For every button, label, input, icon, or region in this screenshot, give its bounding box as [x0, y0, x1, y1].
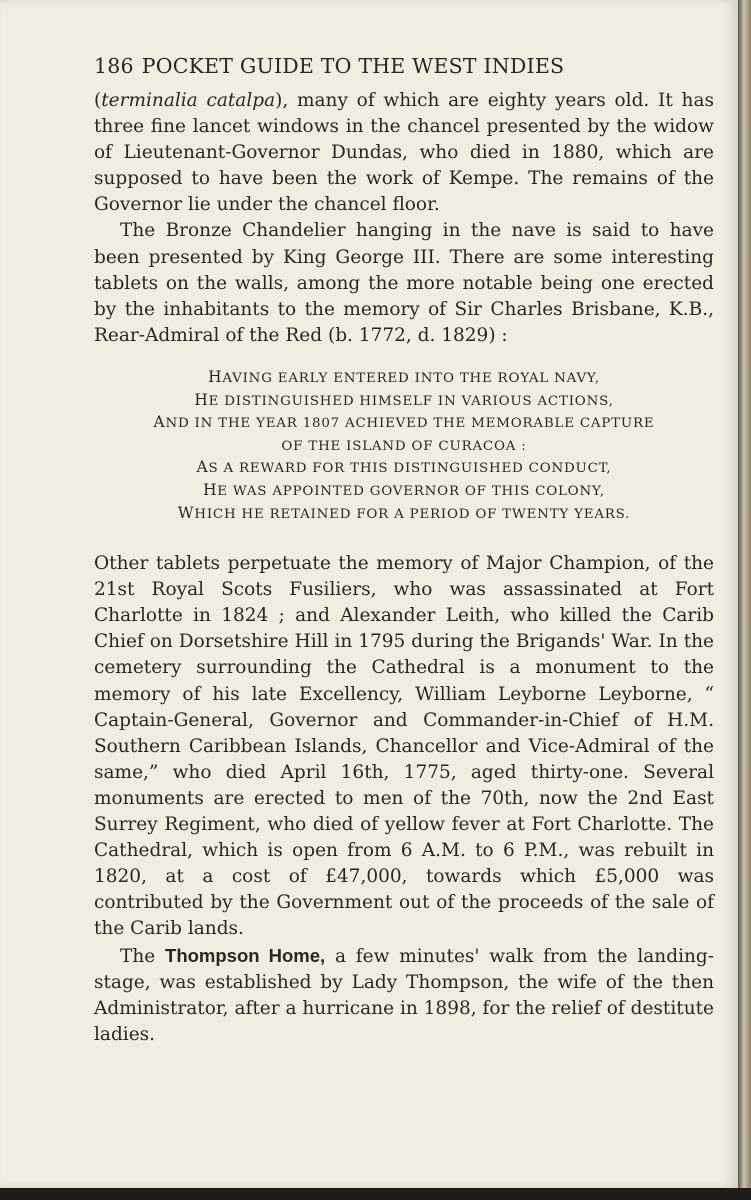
book-spine-edge [738, 0, 751, 1200]
page-text [94, 52, 714, 1048]
species-name: terminalia catalpa [101, 90, 276, 111]
page-number: 186 [94, 54, 134, 78]
paragraph-other-tablets: Other tablets perpetuate the memory of Major Champion, of the 21st Royal Scots Fusiliers, who was assassinated at Fort Charlotte in 1824 ; and Alexander Leith, who killed the Carib Chief on Dorsetshire Hill in 1795 during the Brigands' War. In the cemetery surrounding the Cathedral is a monument to the memory of his late Excellency, William Leyborne Leyborne, “ Captain-General, Governor and Commander-in-Chief of H.M. Southern Caribbean Islands, Chancellor and Vice-Admiral of the same,” who died April 16th, 1775, aged thirty-one. Several monuments are erected to men of the 70th, now the 2nd East Surrey Regiment, who died of yellow fever at Fort Charlotte. The Cathedral, which is open from 6 A.M. to 6 P.M., was rebuilt in 1820, at a cost of £47,000, towards which £5,000 was contributed by the Government out of the proceeds of the sale of the Carib lands. [94, 553, 714, 940]
inscription-line: HAVING EARLY ENTERED INTO THE ROYAL NAVY, [208, 367, 600, 386]
inscription-line: HE DISTINGUISHED HIMSELF IN VARIOUS ACTIONS, [194, 390, 614, 409]
paragraph-terminalia-text: , many of which are eighty years old. It has three fine lancet windows in the chancel presented by the widow of Lieutenant-Governor Dundas, who died in 1880, which are supposed to have been the work of Kempe. The remains of the Governor lie under the chancel floor. [94, 90, 714, 216]
inscription-line: OF THE ISLAND OF CURACOA : [281, 438, 527, 454]
paragraph-terminalia: (terminalia catalpa), many of which are eighty years old. It has three fine lancet windows in the chancel presented by the widow of Lieutenant-Governor Dundas, who died in 1880, which are supposed to have been the work of Kempe. The remains of the Governor lie under the chancel floor. [94, 90, 714, 216]
inscription-line: WHICH HE RETAINED FOR A PERIOD OF TWENTY YEARS. [177, 503, 631, 522]
running-header [94, 52, 714, 80]
paragraph-thompson-home: The Thompson Home, a few minutes' walk from the landing-stage, was established by Lady Thompson, the wife of the then Administrator, after a hurricane in 1898, for the relief of destitute ladies. [94, 944, 714, 1045]
inscription-line: AS A REWARD FOR THIS DISTINGUISHED CONDUCT, [196, 458, 612, 477]
inscription-line: AND IN THE YEAR 1807 ACHIEVED THE MEMORABLE CAPTURE [153, 413, 655, 432]
tablet-inscription [94, 367, 714, 525]
thompson-home-heading: Thompson Home, [165, 944, 326, 966]
inscription-line: HE WAS APPOINTED GOVERNOR OF THIS COLONY, [203, 480, 605, 499]
running-title: POCKET GUIDE TO THE WEST INDIES [141, 54, 565, 78]
page-bottom-edge [0, 1188, 751, 1200]
paragraph-chandelier: The Bronze Chandelier hanging in the nave is said to have been presented by King George III. There are some interesting tablets on the walls, among the more notable being one erected by the inhabitants to the memory of Sir Charles Brisbane, K.B., Rear-Admiral of the Red (b. 1772, d. 1829) : [94, 220, 714, 346]
